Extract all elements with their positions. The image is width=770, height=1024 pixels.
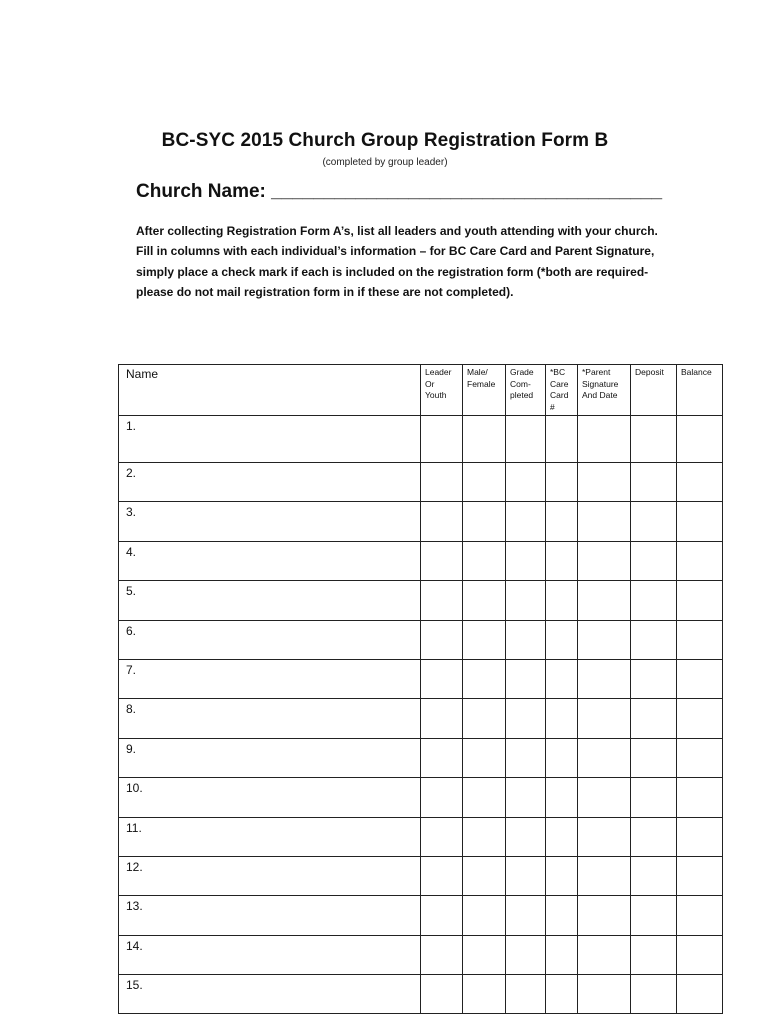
deposit-cell[interactable] xyxy=(631,541,677,580)
table-header-row xyxy=(119,365,723,416)
row-name-cell[interactable]: 9. xyxy=(119,738,421,777)
leader-or-youth-cell[interactable] xyxy=(421,699,463,738)
table-row xyxy=(119,416,723,463)
bc-care-card-cell[interactable] xyxy=(546,778,578,817)
balance-cell[interactable] xyxy=(677,738,723,777)
parent-signature-cell[interactable] xyxy=(578,620,631,659)
leader-or-youth-cell[interactable] xyxy=(421,738,463,777)
column-header-grade-completed: Grade Com- pleted xyxy=(506,365,546,416)
row-name-cell[interactable]: 14. xyxy=(119,935,421,974)
deposit-cell[interactable] xyxy=(631,896,677,935)
bc-care-card-cell[interactable] xyxy=(546,975,578,1014)
balance-cell[interactable] xyxy=(677,975,723,1014)
row-name-cell[interactable]: 4. xyxy=(119,541,421,580)
grade-completed-cell[interactable] xyxy=(506,541,546,580)
balance-cell[interactable] xyxy=(677,935,723,974)
deposit-cell[interactable] xyxy=(631,738,677,777)
balance-cell[interactable] xyxy=(677,541,723,580)
parent-signature-cell[interactable] xyxy=(578,659,631,698)
balance-cell[interactable] xyxy=(677,699,723,738)
grade-completed-cell[interactable] xyxy=(506,659,546,698)
leader-or-youth-cell[interactable] xyxy=(421,935,463,974)
table-row xyxy=(119,817,723,856)
male-female-cell[interactable] xyxy=(463,659,506,698)
row-name-cell[interactable]: 7. xyxy=(119,659,421,698)
registration-table xyxy=(118,364,723,1014)
grade-completed-cell[interactable] xyxy=(506,620,546,659)
grade-completed-cell[interactable] xyxy=(506,975,546,1014)
grade-completed-cell[interactable] xyxy=(506,463,546,502)
parent-signature-cell[interactable] xyxy=(578,778,631,817)
male-female-cell[interactable] xyxy=(463,856,506,895)
parent-signature-cell[interactable] xyxy=(578,935,631,974)
church-name-blank[interactable]: _____________________________________ xyxy=(271,181,663,202)
column-header-leader-or-youth: Leader Or Youth xyxy=(421,365,463,416)
table-row xyxy=(119,659,723,698)
grade-completed-cell[interactable] xyxy=(506,416,546,463)
column-header-bc-care-card: *BC Care Card # xyxy=(546,365,578,416)
balance-cell[interactable] xyxy=(677,502,723,541)
male-female-cell[interactable] xyxy=(463,502,506,541)
parent-signature-cell[interactable] xyxy=(578,502,631,541)
deposit-cell[interactable] xyxy=(631,699,677,738)
row-name-cell[interactable]: 1. xyxy=(119,416,421,463)
leader-or-youth-cell[interactable] xyxy=(421,541,463,580)
parent-signature-cell[interactable] xyxy=(578,463,631,502)
balance-cell[interactable] xyxy=(677,817,723,856)
leader-or-youth-cell[interactable] xyxy=(421,581,463,620)
row-name-cell[interactable]: 15. xyxy=(119,975,421,1014)
male-female-cell[interactable] xyxy=(463,620,506,659)
deposit-cell[interactable] xyxy=(631,935,677,974)
balance-cell[interactable] xyxy=(677,896,723,935)
grade-completed-cell[interactable] xyxy=(506,896,546,935)
male-female-cell[interactable] xyxy=(463,975,506,1014)
male-female-cell[interactable] xyxy=(463,778,506,817)
bc-care-card-cell[interactable] xyxy=(546,896,578,935)
parent-signature-cell[interactable] xyxy=(578,738,631,777)
church-name-label: Church Name: xyxy=(136,181,266,202)
deposit-cell[interactable] xyxy=(631,463,677,502)
parent-signature-cell[interactable] xyxy=(578,581,631,620)
table-row xyxy=(119,581,723,620)
parent-signature-cell[interactable] xyxy=(578,856,631,895)
parent-signature-cell[interactable] xyxy=(578,416,631,463)
grade-completed-cell[interactable] xyxy=(506,738,546,777)
parent-signature-cell[interactable] xyxy=(578,699,631,738)
leader-or-youth-cell[interactable] xyxy=(421,778,463,817)
table-row xyxy=(119,738,723,777)
balance-cell[interactable] xyxy=(677,416,723,463)
grade-completed-cell[interactable] xyxy=(506,856,546,895)
deposit-cell[interactable] xyxy=(631,620,677,659)
leader-or-youth-cell[interactable] xyxy=(421,896,463,935)
column-header-deposit: Deposit xyxy=(631,365,677,416)
leader-or-youth-cell[interactable] xyxy=(421,975,463,1014)
balance-cell[interactable] xyxy=(677,620,723,659)
registration-table-body xyxy=(119,416,723,1014)
bc-care-card-cell[interactable] xyxy=(546,416,578,463)
grade-completed-cell[interactable] xyxy=(506,935,546,974)
bc-care-card-cell[interactable] xyxy=(546,620,578,659)
deposit-cell[interactable] xyxy=(631,502,677,541)
male-female-cell[interactable] xyxy=(463,416,506,463)
male-female-cell[interactable] xyxy=(463,541,506,580)
form-subtitle: (completed by group leader) xyxy=(322,157,448,168)
deposit-cell[interactable] xyxy=(631,856,677,895)
row-name-cell[interactable]: 5. xyxy=(119,581,421,620)
row-name-cell[interactable]: 13. xyxy=(119,896,421,935)
bc-care-card-cell[interactable] xyxy=(546,502,578,541)
table-row xyxy=(119,620,723,659)
bc-care-card-cell[interactable] xyxy=(546,817,578,856)
leader-or-youth-cell[interactable] xyxy=(421,463,463,502)
table-row xyxy=(119,463,723,502)
leader-or-youth-cell[interactable] xyxy=(421,817,463,856)
grade-completed-cell[interactable] xyxy=(506,817,546,856)
table-row xyxy=(119,896,723,935)
parent-signature-cell[interactable] xyxy=(578,541,631,580)
bc-care-card-cell[interactable] xyxy=(546,856,578,895)
deposit-cell[interactable] xyxy=(631,581,677,620)
bc-care-card-cell[interactable] xyxy=(546,935,578,974)
grade-completed-cell[interactable] xyxy=(506,778,546,817)
leader-or-youth-cell[interactable] xyxy=(421,856,463,895)
balance-cell[interactable] xyxy=(677,581,723,620)
male-female-cell[interactable] xyxy=(463,896,506,935)
table-row xyxy=(119,699,723,738)
column-header-balance: Balance xyxy=(677,365,723,416)
grade-completed-cell[interactable] xyxy=(506,502,546,541)
deposit-cell[interactable] xyxy=(631,975,677,1014)
male-female-cell[interactable] xyxy=(463,581,506,620)
table-row xyxy=(119,541,723,580)
column-header-parent-signature: *Parent Signature And Date xyxy=(578,365,631,416)
row-name-cell[interactable]: 12. xyxy=(119,856,421,895)
parent-signature-cell[interactable] xyxy=(578,817,631,856)
deposit-cell[interactable] xyxy=(631,416,677,463)
balance-cell[interactable] xyxy=(677,463,723,502)
balance-cell[interactable] xyxy=(677,659,723,698)
table-row xyxy=(119,935,723,974)
deposit-cell[interactable] xyxy=(631,659,677,698)
deposit-cell[interactable] xyxy=(631,778,677,817)
table-row xyxy=(119,856,723,895)
grade-completed-cell[interactable] xyxy=(506,699,546,738)
male-female-cell[interactable] xyxy=(463,463,506,502)
church-name-field[interactable] xyxy=(136,181,696,203)
leader-or-youth-cell[interactable] xyxy=(421,416,463,463)
bc-care-card-cell[interactable] xyxy=(546,581,578,620)
parent-signature-cell[interactable] xyxy=(578,975,631,1014)
row-name-cell[interactable]: 8. xyxy=(119,699,421,738)
leader-or-youth-cell[interactable] xyxy=(421,502,463,541)
male-female-cell[interactable] xyxy=(463,817,506,856)
bc-care-card-cell[interactable] xyxy=(546,463,578,502)
bc-care-card-cell[interactable] xyxy=(546,738,578,777)
row-name-cell[interactable]: 2. xyxy=(119,463,421,502)
balance-cell[interactable] xyxy=(677,856,723,895)
row-name-cell[interactable]: 11. xyxy=(119,817,421,856)
row-name-cell[interactable]: 3. xyxy=(119,502,421,541)
row-name-cell[interactable]: 6. xyxy=(119,620,421,659)
column-header-name: Name xyxy=(119,365,421,416)
parent-signature-cell[interactable] xyxy=(578,896,631,935)
leader-or-youth-cell[interactable] xyxy=(421,620,463,659)
male-female-cell[interactable] xyxy=(463,738,506,777)
table-row xyxy=(119,975,723,1014)
bc-care-card-cell[interactable] xyxy=(546,541,578,580)
instructions-paragraph: After collecting Registration Form A’s, list all leaders and youth attending with your church. Fill in columns with each individual’s information – for BC Care Card and Parent Signature, simply place a check mark if each is included on the registration form (*both are required-please do not mail registration form in if these are not completed). xyxy=(136,224,658,299)
balance-cell[interactable] xyxy=(677,778,723,817)
bc-care-card-cell[interactable] xyxy=(546,699,578,738)
bc-care-card-cell[interactable] xyxy=(546,659,578,698)
row-name-cell[interactable]: 10. xyxy=(119,778,421,817)
column-header-male-female: Male/ Female xyxy=(463,365,506,416)
deposit-cell[interactable] xyxy=(631,817,677,856)
leader-or-youth-cell[interactable] xyxy=(421,659,463,698)
form-title: BC-SYC 2015 Church Group Registration Form B xyxy=(161,130,609,151)
table-row xyxy=(119,778,723,817)
table-row xyxy=(119,502,723,541)
grade-completed-cell[interactable] xyxy=(506,581,546,620)
male-female-cell[interactable] xyxy=(463,699,506,738)
male-female-cell[interactable] xyxy=(463,935,506,974)
